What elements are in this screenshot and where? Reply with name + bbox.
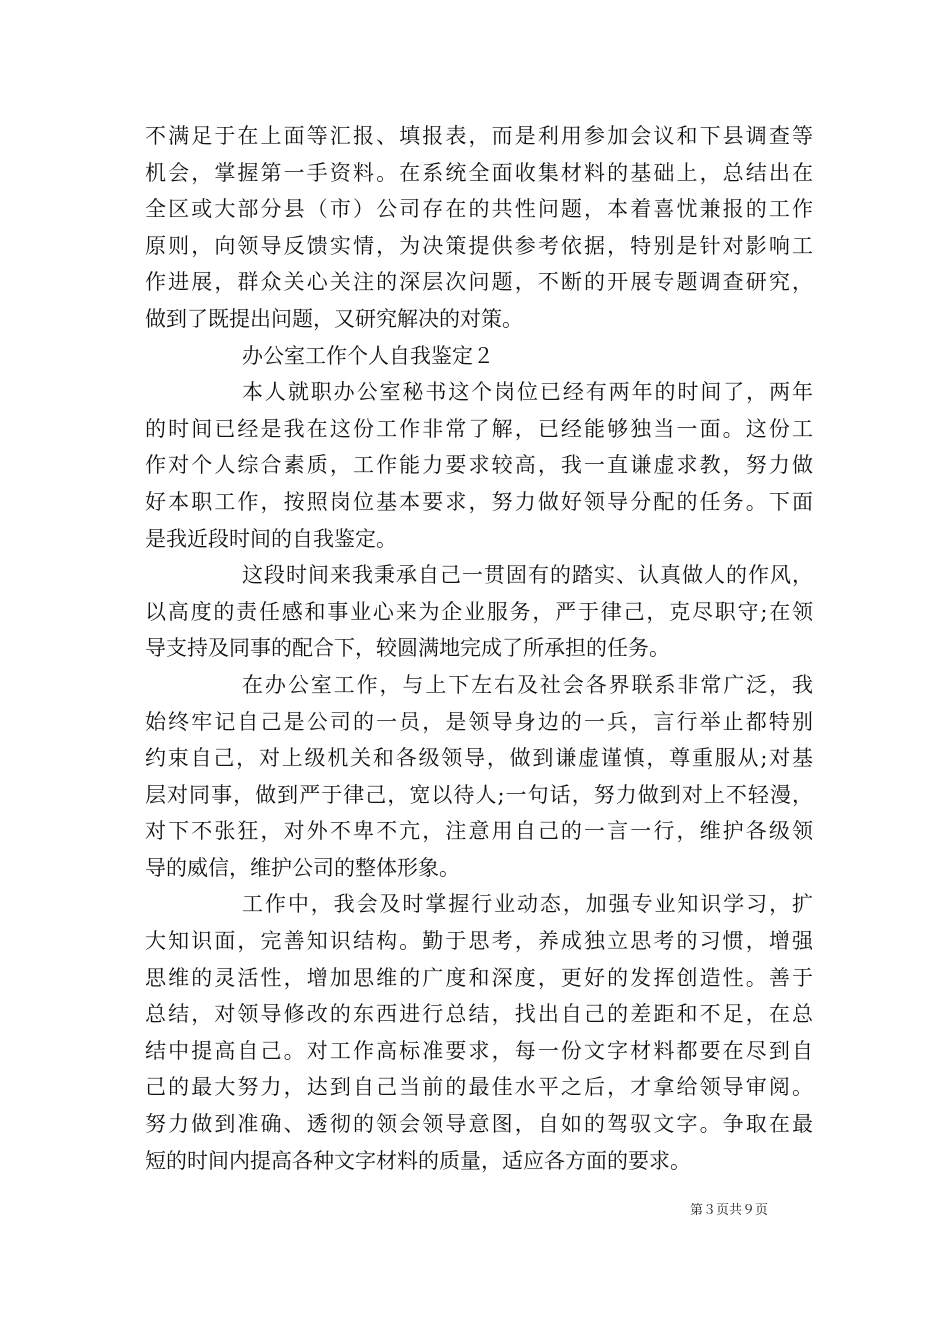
paragraph-line: 作进展，群众关心关注的深层次问题，不断的开展专题调查研究， bbox=[145, 270, 813, 295]
paragraph-line: 做到了既提出问题，又研究解决的对策。 bbox=[145, 306, 523, 331]
paragraph-line: 短的时间内提高各种文字材料的质量，适应各方面的要求。 bbox=[145, 1148, 691, 1173]
paragraph-line: 思维的灵活性，增加思维的广度和深度，更好的发挥创造性。善于 bbox=[145, 965, 813, 990]
paragraph-line: 对下不张狂，对外不卑不亢，注意用自己的一言一行，维护各级领 bbox=[145, 819, 813, 844]
paragraph-line: 己的最大努力，达到自己当前的最佳水平之后，才拿给领导审阅。 bbox=[145, 1075, 813, 1100]
paragraph-line: 不满足于在上面等汇报、填报表，而是利用参加会议和下县调查等 bbox=[145, 124, 813, 148]
paragraph-line: 的时间已经是我在这份工作非常了解，已经能够独当一面。这份工 bbox=[145, 416, 813, 441]
paragraph-line: 导的威信，维护公司的整体形象。 bbox=[145, 855, 460, 880]
paragraph-line: 以高度的责任感和事业心来为企业服务，严于律己，克尽职守;在领 bbox=[145, 599, 813, 624]
paragraph-line: 这段时间来我秉承自己一贯固有的踏实、认真做人的作风， bbox=[242, 563, 813, 588]
paragraph-line: 是我近段时间的自我鉴定。 bbox=[145, 526, 397, 551]
paragraph-line: 原则，向领导反馈实情，为决策提供参考依据，特别是针对影响工 bbox=[145, 233, 813, 258]
paragraph-line: 作对个人综合素质，工作能力要求较高，我一直谦虚求教，努力做 bbox=[145, 453, 813, 478]
page-number: 第３页共９页 bbox=[690, 1203, 769, 1218]
paragraph-line: 层对同事，做到严于律己，宽以待人;一句话，努力做到对上不轻漫， bbox=[145, 782, 813, 807]
paragraph-line: 结中提高自己。对工作高标准要求，每一份文字材料都要在尽到自 bbox=[145, 1038, 813, 1063]
paragraph-line: 本人就职办公室秘书这个岗位已经有两年的时间了，两年 bbox=[242, 380, 813, 405]
body-text bbox=[145, 118, 813, 1179]
paragraph-line: 努力做到准确、透彻的领会领导意图，自如的驾驭文字。争取在最 bbox=[145, 1112, 813, 1137]
paragraph-line: 工作中，我会及时掌握行业动态，加强专业知识学习，扩 bbox=[242, 892, 813, 917]
paragraph-line: 约束自己，对上级机关和各级领导，做到谦虚谨慎，尊重服从;对基 bbox=[145, 746, 813, 771]
paragraph-line: 全区或大部分县（市）公司存在的共性问题，本着喜忧兼报的工作 bbox=[145, 197, 813, 222]
paragraph-line: 始终牢记自己是公司的一员，是领导身边的一兵，言行举止都特别 bbox=[145, 709, 813, 734]
paragraph-line: 大知识面，完善知识结构。勤于思考，养成独立思考的习惯，增强 bbox=[145, 929, 813, 954]
paragraph-line: 在办公室工作，与上下左右及社会各界联系非常广泛，我 bbox=[242, 672, 813, 697]
section-heading: 办公室工作个人自我鉴定２ bbox=[242, 343, 494, 368]
paragraph-line: 导支持及同事的配合下，较圆满地完成了所承担的任务。 bbox=[145, 636, 670, 661]
paragraph-line: 机会，掌握第一手资料。在系统全面收集材料的基础上，总结出在 bbox=[145, 160, 813, 185]
paragraph-line: 总结，对领导修改的东西进行总结，找出自己的差距和不足，在总 bbox=[145, 1002, 813, 1027]
paragraph-line: 好本职工作，按照岗位基本要求，努力做好领导分配的任务。下面 bbox=[145, 489, 813, 514]
